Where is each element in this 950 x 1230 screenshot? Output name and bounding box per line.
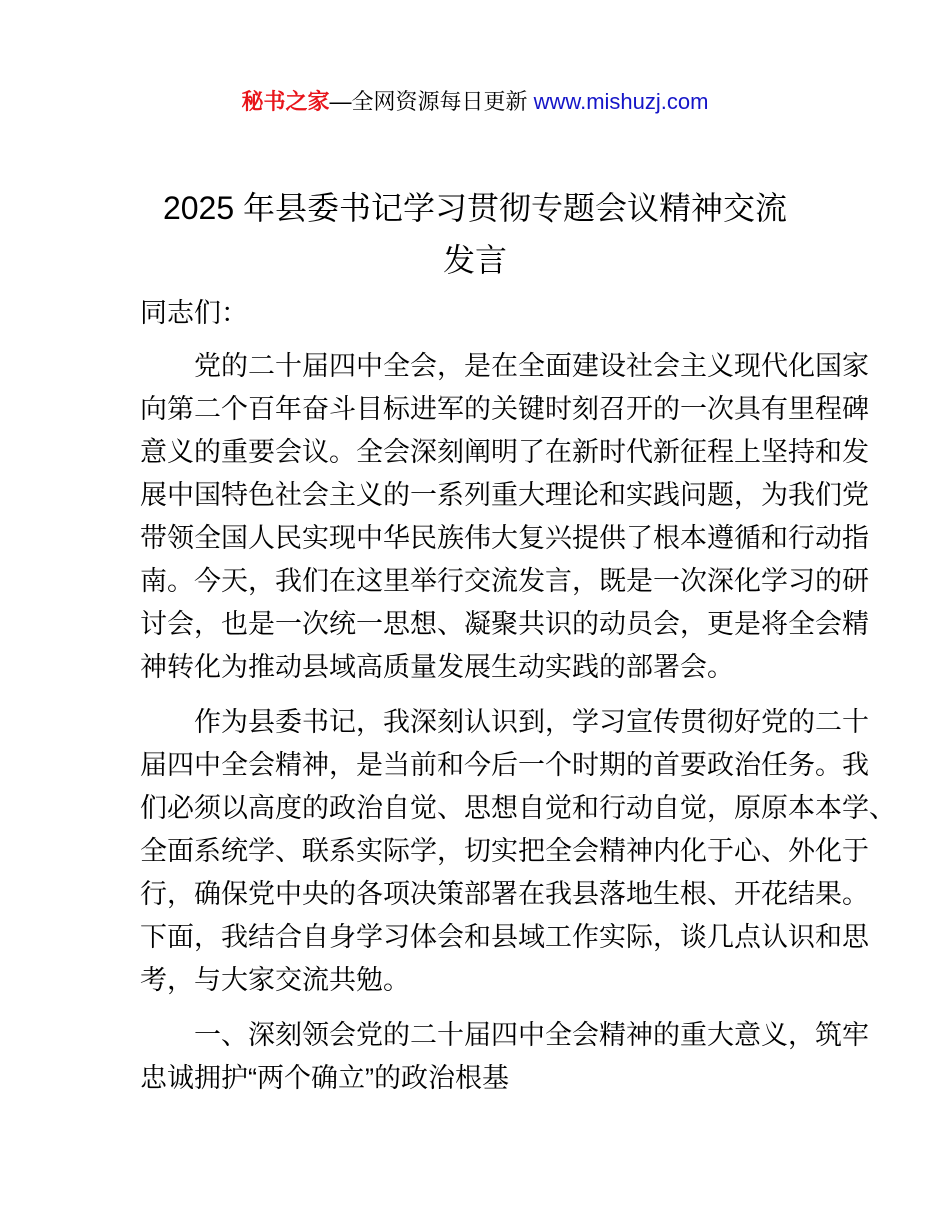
paragraph (140, 701, 896, 1002)
document-body (140, 292, 896, 1112)
text-line: 们必须以高度的政治自觉、思想自觉和行动自觉，原原本本学、 (140, 793, 896, 823)
title-line: 发言 (442, 242, 507, 278)
text-line: 下面，我结合自身学习体会和县域工作实际，谈几点认识和思 (140, 922, 869, 952)
text-line: 南。今天，我们在这里举行交流发言，既是一次深化学习的研 (140, 566, 869, 596)
title-line: 2025 年县委书记学习贯彻专题会议精神交流 (162, 190, 788, 226)
text-line: 神转化为推动县域高质量发展生动实践的部署会。 (140, 652, 734, 682)
text-line: 作为县委书记，我深刻认识到，学习宣传贯彻好党的二十 (194, 707, 869, 737)
site-url-link[interactable]: www.mishuzj.com (533, 89, 709, 114)
banner-tagline: —全网资源每日更新 (329, 89, 534, 114)
paragraph (140, 345, 869, 689)
text-line: 讨会，也是一次统一思想、凝聚共识的动员会，更是将全会精 (140, 609, 869, 639)
brand-name: 秘书之家 (241, 89, 330, 114)
site-banner (0, 86, 950, 118)
salutation: 同志们： (140, 298, 248, 328)
text-line: 届四中全会精神，是当前和今后一个时期的首要政治任务。我 (140, 750, 869, 780)
text-line: 带领全国人民实现中华民族伟大复兴提供了根本遵循和行动指 (140, 523, 869, 553)
text-line: 忠诚拥护“两个确立”的政治根基 (140, 1063, 509, 1093)
document-title (100, 182, 850, 286)
section-heading (140, 1014, 869, 1100)
text-line: 向第二个百年奋斗目标进军的关键时刻召开的一次具有里程碑 (140, 394, 869, 424)
text-line: 一、深刻领会党的二十届四中全会精神的重大意义，筑牢 (194, 1020, 869, 1050)
text-line: 全面系统学、联系实际学，切实把全会精神内化于心、外化于 (140, 836, 869, 866)
text-line: 党的二十届四中全会，是在全面建设社会主义现代化国家 (194, 351, 869, 381)
text-line: 意义的重要会议。全会深刻阐明了在新时代新征程上坚持和发 (140, 437, 869, 467)
text-line: 展中国特色社会主义的一系列重大理论和实践问题，为我们党 (140, 480, 869, 510)
text-line: 行，确保党中央的各项决策部署在我县落地生根、开花结果。 (140, 879, 869, 909)
text-line: 考，与大家交流共勉。 (140, 965, 410, 995)
